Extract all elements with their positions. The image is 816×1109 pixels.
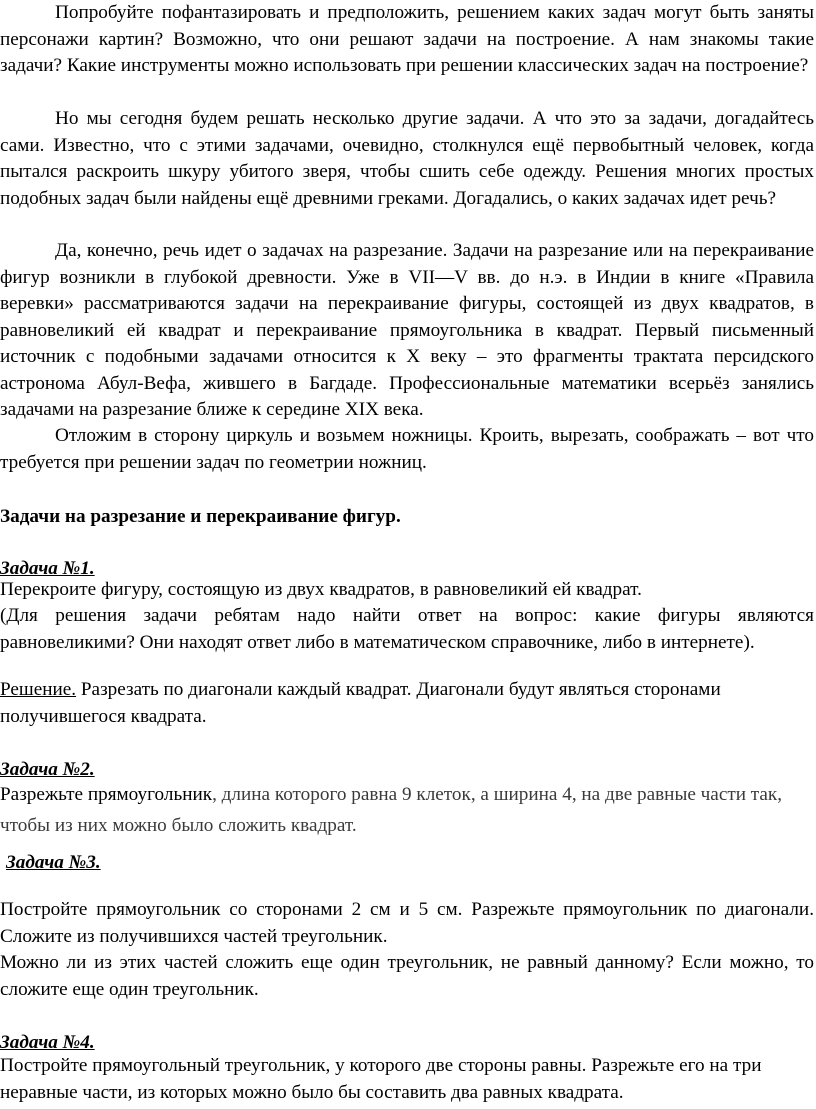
task-4-title-text: Задача №4. [0, 1032, 95, 1053]
task-1-solution [0, 677, 814, 730]
section-heading: Задачи на разрезание и перекраивание фигур. [0, 506, 401, 527]
task-3-title-text: Задача №3. [6, 852, 101, 873]
solution-label: Решение. [0, 679, 77, 700]
task-1-note: (Для решения задачи ребятам надо найти ответ на вопрос: какие фигуры являются равновеликими? Они находят ответ либо в математическом справочнике, либо в интернете). [0, 605, 814, 653]
task-3-text-1: Постройте прямоугольник со сторонами 2 см и 5 см. Разрежьте прямоугольник по диагонали. Сложите из получившихся частей треугольник. [0, 899, 814, 947]
task-3-text-2: Можно ли из этих частей сложить еще один треугольник, не равный данному? Если можно, то сложите еще один треугольник. [0, 952, 814, 1000]
task-4-text: Постройте прямоугольный треугольник, у которого две стороны равны. Разрежьте его на три неравные части, из которых можно было бы составить два равных квадрата. [0, 1055, 762, 1103]
task-2-rest: , длина которого равна 9 клеток, а ширина 4, на две равные части так, чтобы из них можно было сложить квадрат. [0, 784, 783, 836]
solution-text: Разрезать по диагонали каждый квадрат. Диагонали будут являться сторонами получившегося квадрата. [0, 679, 721, 727]
task-3-title [0, 850, 816, 877]
intro-paragraph-3: Да, конечно, речь идет о задачах на разрезание. Задачи на разрезание или на перекраивание фигур возникли в глубокой древности. Уже в VII—V вв. до н.э. в Индии в книге «Правила веревки» рассматриваются задачи на перекраивание фигуры, состоящей из двух квадратов, в равновеликий ей квадрат и перекраивание прямоугольника в квадрат. Первый письменный источник с подобными задачами относится к X веку – это фрагменты трактата персидского астронома Абул-Вефа, жившего в Багдаде. Профессиональные математики всерьёз занялись задачами на разрезание ближе к середине XIX века. [0, 240, 814, 420]
task-1-title-text: Задача №1. [0, 558, 95, 579]
intro-paragraph-4: Отложим в сторону циркуль и возьмем ножницы. Кроить, вырезать, соображать – вот что требуется при решении задач по геометрии ножниц. [0, 425, 814, 473]
task-2-text [0, 779, 814, 841]
task-2-lead: Разрежьте прямоугольник [0, 784, 213, 805]
task-2-title-text: Задача №2. [0, 759, 95, 780]
task-1-statement: Перекроите фигуру, состоящую из двух квадратов, в равновеликий ей квадрат. [0, 579, 642, 600]
intro-paragraph-1: Попробуйте пофантазировать и предположить, решением каких задач могут быть заняты персонажи картин? Возможно, что они решают задачи на построение. А нам знакомы такие задачи? Какие инструменты можно использовать при решении классических задач на построение? [0, 2, 814, 76]
intro-paragraph-2: Но мы сегодня будем решать несколько другие задачи. А что это за задачи, догадайтесь сами. Известно, что с этими задачами, очевидно, столкнулся ещё первобытный человек, когда пытался раскроить шкуру убитого зверя, чтобы сшить себе одежду. Решения многих простых подобных задач были найдены ещё древними греками. Догадались, о каких задачах идет речь? [0, 108, 814, 209]
